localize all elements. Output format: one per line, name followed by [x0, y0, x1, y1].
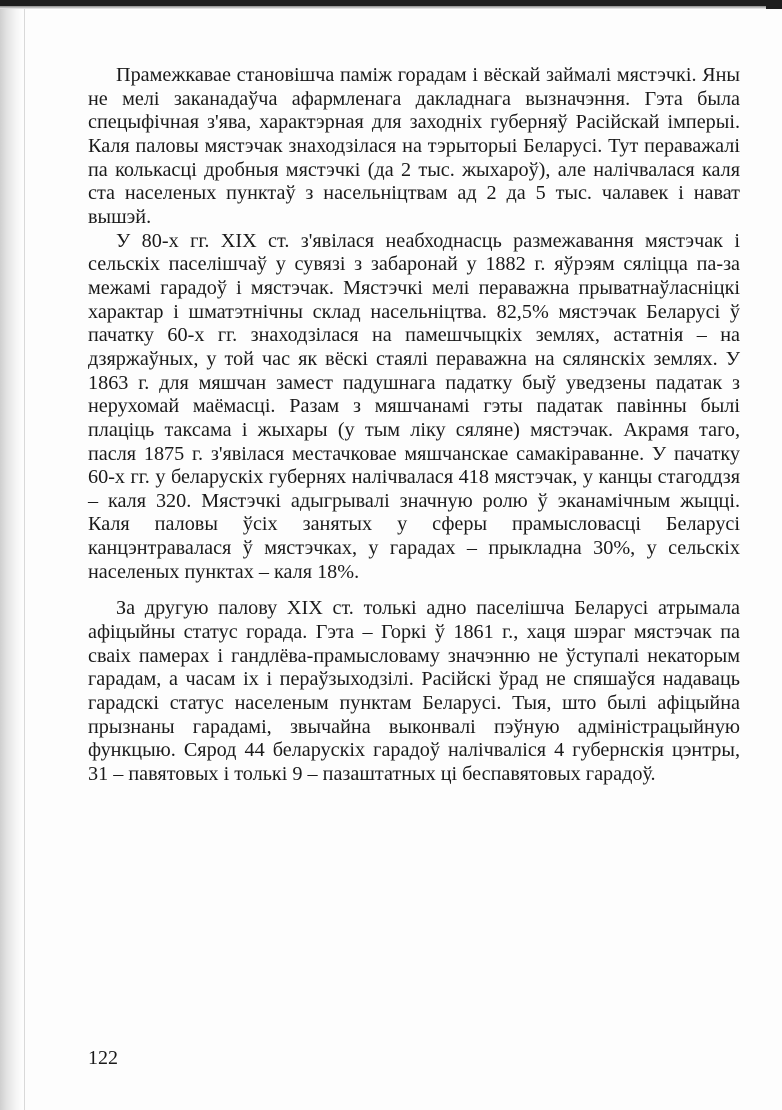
binding-line [24, 0, 25, 1110]
paragraph-1: Прамежкавае становішча паміж горадам і вёскай займалі мястэчкі. Яны не мелі заканадаўча афармленага дакладнага вызначэння. Гэта была спецыфічная з'ява, характэрная для заходніх губерняў Расійскай імперыі. Каля паловы мястэчак знаходзілася на тэрыторыі Беларусі. Тут пераважалі па колькасці дробныя мястэчкі (да 2 тыс. жыхароў), але налічвалася каля ста населеных пунктаў з насельніцтвам ад 2 да 5 тыс. чалавек і нават вышэй. [88, 64, 740, 228]
binding-shadow [0, 0, 22, 1110]
paragraph-3: За другую палову ХІХ ст. толькі адно паселішча Беларусі атрымала афіцыйны статус горада. Гэта – Горкі ў 1861 г., хаця шэраг мястэчак па сваіх памерах і гандлёва-прамысловаму значэнню не ўступалі некаторым гарадам, а часам іх і пераўзыходзілі. Расійскі ўрад не спяшаўся надаваць гарадскі статус населеным пунктам Беларусі. Тыя, што былі афіцыйна прызнаны гарадамі, звычайна выконвалі пэўную адміністрацыйную функцыю. Сярод 44 беларускіх гарадоў налічваліся 4 губернскія цэнтры, 31 – павятовых і толькі 9 – пазаштатных ці беспавятовых гарадоў. [88, 597, 740, 786]
body-text [88, 64, 740, 787]
top-edge-tick [766, 5, 782, 9]
page-number: 122 [88, 1047, 118, 1069]
paragraph-2: У 80-х гг. ХІХ ст. з'явілася неабходнасць размежавання мястэчак і сельскіх паселішчаў у сувязі з забаронай у 1882 г. яўрэям сяліцца па-за межамі гарадоў і мястэчак. Мястэчкі мелі пераважна прыватнаўласніцкі характар і шматэтнічны склад насельніцтва. 82,5% мястэчак Беларусі ў пачатку 60-х гг. знаходзілася на памешчыцкіх землях, астатнія – на дзяржаўных, у той час як вёскі стаялі пераважна на сялянскіх землях. У 1863 г. для мяшчан замест падушнага падатку быў уведзены падатак з нерухомай маёмасці. Разам з мяшчанамі гэты падатак павінны былі плаціць таксама і жыхары (у тым ліку сяляне) мястэчак. Акрамя таго, пасля 1875 г. з'явілася местачковае мяшчанскае самакіраванне. У пачатку 60-х гг. у беларускіх губернях налічвалася 418 мястэчак, у канцы стагоддзя – каля 320. Мястэчкі адыгрывалі значную ролю ў эканамічным жыцці. Каля паловы ўсіх занятых у сферы прамысловасці Беларусі канцэнтравалася ў мястэчках, у гарадах – прыкладна 30%, у сельскіх населеных пунктах – каля 18%. [88, 229, 740, 583]
top-edge-shade [0, 6, 782, 9]
